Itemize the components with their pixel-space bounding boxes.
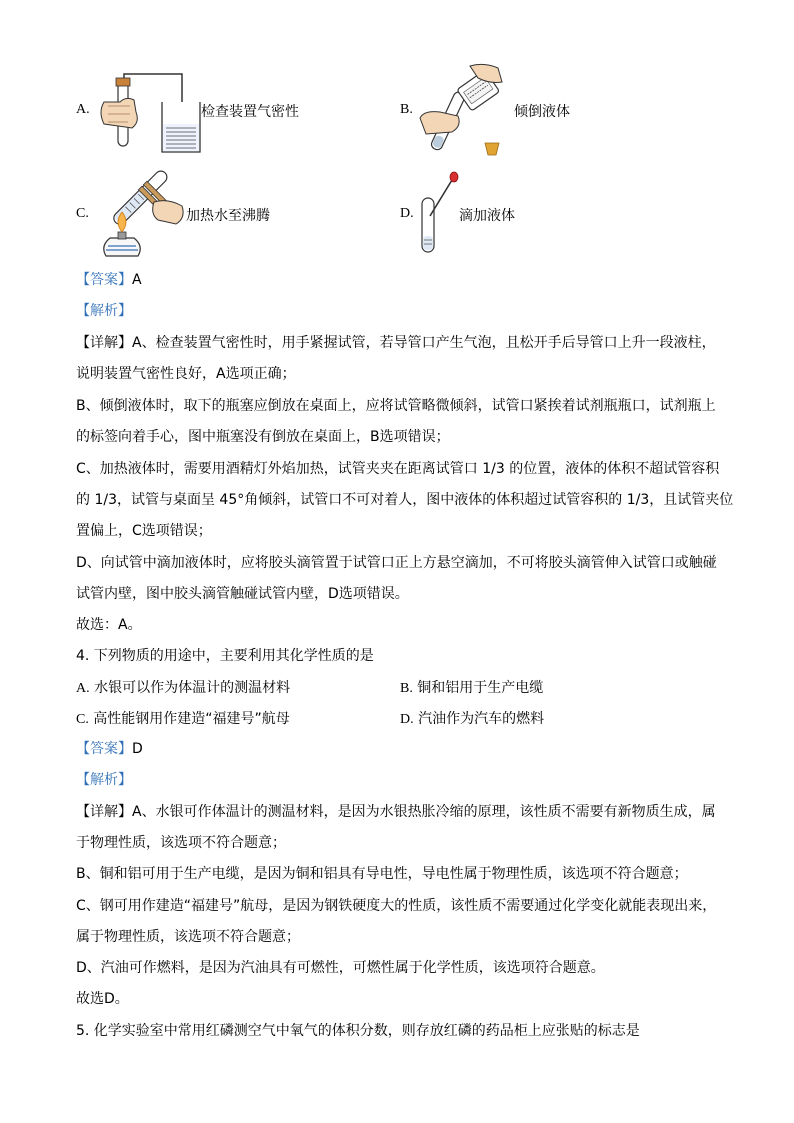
q4-detail-line: 属于物理性质，该选项不符合题意； bbox=[76, 929, 300, 945]
q3-detail-line: D、向试管中滴加液体时，应将胶头滴管置于试管口正上方悬空滴加，不可将胶头滴管伸入试管口或触碰 bbox=[76, 555, 717, 571]
q4-option-d bbox=[400, 708, 544, 728]
q3-detail-line bbox=[76, 333, 716, 353]
q4-detail-line: D、汽油可作燃料，是因为汽油具有可燃性，可燃性属于化学性质，该选项符合题意。 bbox=[76, 960, 605, 976]
option-letter: A. bbox=[76, 102, 90, 117]
q3-analysis-heading bbox=[76, 301, 132, 321]
option-letter: C. bbox=[76, 206, 89, 221]
answer-value: D bbox=[132, 741, 143, 757]
option-letter: C. bbox=[76, 712, 89, 727]
answer-bracket-close: 】 bbox=[118, 741, 132, 757]
heating-water-illustration bbox=[94, 164, 190, 260]
q3-detail-line: B、倾倒液体时，取下的瓶塞应倒放在桌面上，应将试管略微倾斜，试管口紧挨着试剂瓶瓶口，试剂瓶上 bbox=[76, 398, 716, 414]
option-text: 高性能钢用作建造“福建号”航母 bbox=[93, 711, 290, 727]
answer-value: A bbox=[132, 272, 142, 288]
option-letter: A. bbox=[76, 681, 90, 696]
detail-bracket-close: 】 bbox=[118, 335, 132, 351]
q4-conclusion: 故选D。 bbox=[76, 991, 129, 1007]
dropping-liquid-illustration bbox=[416, 172, 464, 254]
stopper-icon bbox=[484, 142, 500, 156]
analysis-label: 解析 bbox=[90, 303, 118, 319]
analysis-bracket-open: 【 bbox=[76, 772, 90, 788]
option-text: 汽油作为汽车的燃料 bbox=[418, 711, 545, 727]
option-letter: B. bbox=[400, 102, 413, 117]
q4-option-c bbox=[76, 708, 290, 728]
option-text: 铜和铝用于生产电缆 bbox=[417, 680, 544, 696]
detail-text: A、检查装置气密性时，用手紧握试管，若导管口产生气泡，且松开手后导管口上升一段液柱， bbox=[132, 335, 716, 351]
detail-bracket-close: 】 bbox=[118, 804, 132, 820]
option-caption: 检查装置气密性 bbox=[201, 104, 299, 120]
answer-bracket-open: 【 bbox=[76, 741, 90, 757]
q4-answer bbox=[76, 739, 143, 759]
q4-detail-line: B、铜和铝可用于生产电缆，是因为铜和铝具有导电性，导电性属于物理性质，该选项不符合题意； bbox=[76, 866, 688, 882]
option-letter: D. bbox=[400, 206, 414, 221]
analysis-bracket-open: 【 bbox=[76, 303, 90, 319]
q4-detail-line: C、钢可用作建造“福建号”航母，是因为钢铁硬度大的性质，该性质不需要通过化学变化就能表现出来， bbox=[76, 898, 717, 914]
option-caption: 加热水至沸腾 bbox=[186, 208, 270, 224]
analysis-bracket-close: 】 bbox=[118, 303, 132, 319]
q3-answer bbox=[76, 270, 142, 290]
q4-stem: 4. 下列物质的用途中，主要利用其化学性质的是 bbox=[76, 648, 374, 664]
q5-stem: 5. 化学实验室中常用红磷测空气中氧气的体积分数，则存放红磷的药品柜上应张贴的标志是 bbox=[76, 1023, 640, 1039]
detail-label: 详解 bbox=[90, 335, 118, 351]
detail-text: A、水银可作体温计的测温材料，是因为水银热胀冷缩的原理，该性质不需要有新物质生成，属 bbox=[132, 804, 716, 820]
answer-label: 答案 bbox=[90, 741, 118, 757]
option-text: 水银可以作为体温计的测温材料 bbox=[94, 680, 291, 696]
q4-detail-line bbox=[76, 802, 716, 822]
q3-detail-line: 说明装置气密性良好，A选项正确； bbox=[76, 366, 296, 382]
option-letter: B. bbox=[400, 681, 413, 696]
answer-label: 答案 bbox=[90, 272, 118, 288]
q3-detail-line: 置偏上，C选项错误； bbox=[76, 523, 212, 539]
option-letter: D. bbox=[400, 712, 414, 727]
q3-detail-line: 的 1/3，试管与桌面呈 45°角倾斜，试管口不可对着人，图中液体的体积超过试管容积的 1/3，且试管夹位 bbox=[76, 492, 734, 508]
detail-bracket-open: 【 bbox=[76, 335, 90, 351]
q4-detail-line: 于物理性质，该选项不符合题意； bbox=[76, 835, 286, 851]
q3-conclusion: 故选：A。 bbox=[76, 617, 142, 633]
detail-label: 详解 bbox=[90, 804, 118, 820]
q3-detail-line: 试管内壁，图中胶头滴管触碰试管内壁，D选项错误。 bbox=[76, 586, 409, 602]
analysis-bracket-close: 】 bbox=[118, 772, 132, 788]
analysis-label: 解析 bbox=[90, 772, 118, 788]
q4-option-b bbox=[400, 677, 543, 697]
answer-bracket-close: 】 bbox=[118, 272, 132, 288]
q3-detail-line: 的标签向着手心，图中瓶塞没有倒放在桌面上，B选项错误； bbox=[76, 429, 450, 445]
option-caption: 滴加液体 bbox=[459, 208, 515, 224]
airtightness-check-illustration bbox=[96, 72, 206, 154]
q4-option-a bbox=[76, 677, 290, 697]
answer-bracket-open: 【 bbox=[76, 272, 90, 288]
q4-analysis-heading bbox=[76, 770, 132, 790]
detail-bracket-open: 【 bbox=[76, 804, 90, 820]
q3-detail-line: C、加热液体时，需要用酒精灯外焰加热，试管夹夹在距离试管口 1/3 的位置，液体的体积不超试管容积 bbox=[76, 461, 720, 477]
option-caption: 倾倒液体 bbox=[514, 104, 570, 120]
